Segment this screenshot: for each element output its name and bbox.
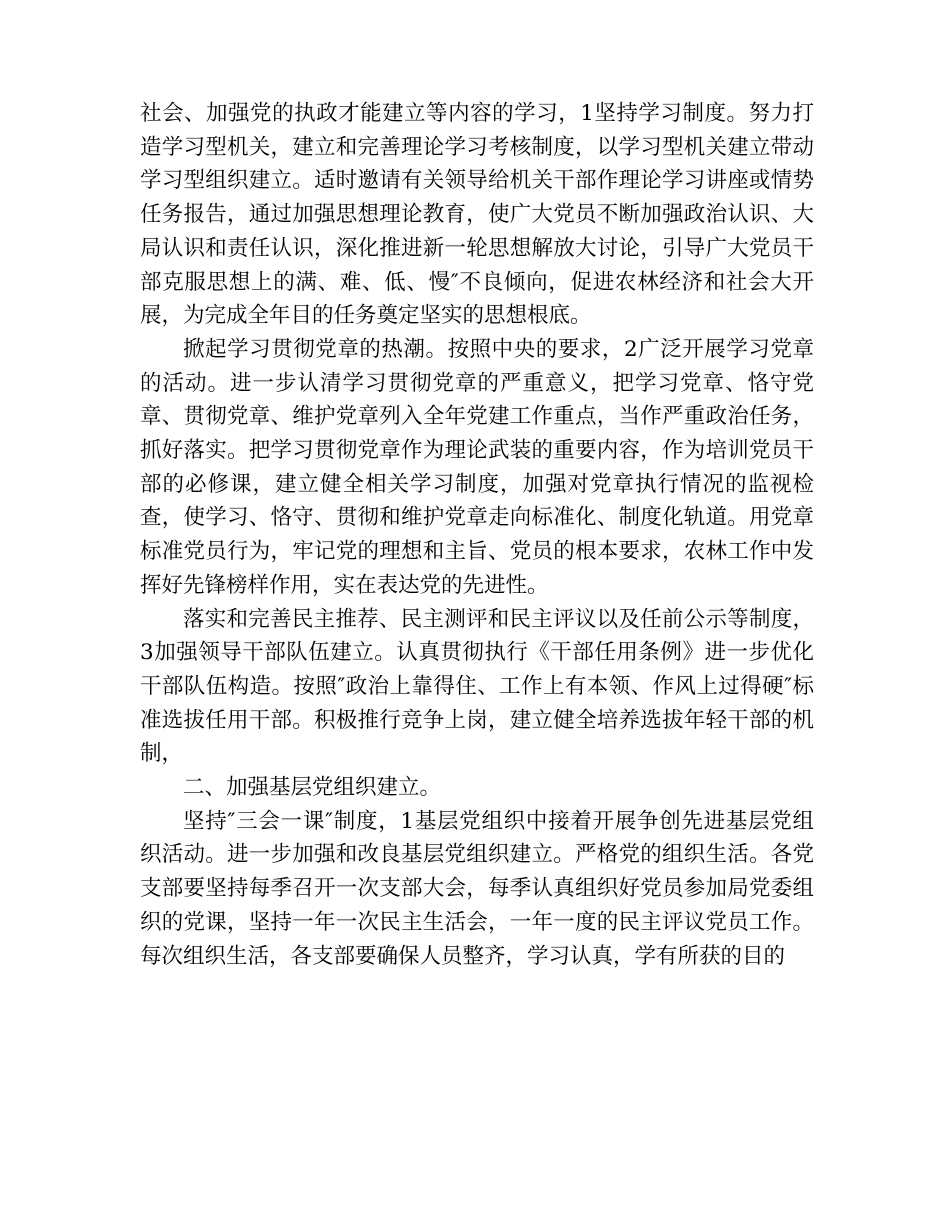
paragraph-party-constitution: 掀起学习贯彻党章的热潮。按照中央的要求，2广泛开展学习党章的活动。进一步认清学习贯彻党章的严重意义，把学习党章、恪守党章、贯彻党章、维护党章列入全年党建工作重点，当作严重政治任务，抓好落实。把学习贯彻党章作为理论武装的重要内容，作为培训党员干部的必修课，建立健全相关学习制度，加强对党章执行情况的监视检查，使学习、恪守、贯彻和维护党章走向标准化、制度化轨道。用党章标准党员行为，牢记党的理想和主旨、党员的根本要求，农林工作中发挥好先锋榜样作用，实在表达党的先进性。	[140, 336, 814, 598]
paragraph-study-system: 社会、加强党的执政才能建立等内容的学习，1坚持学习制度。努力打造学习型机关，建立和完善理论学习考核制度，以学习型机关建立带动学习型组织建立。适时邀请有关领导给机关干部作理论学习讲座或情势任务报告，通过加强思想理论教育，使广大党员不断加强政治认识、大局认识和责任认识，深化推进新一轮思想解放大讨论，引导广大党员干部克服思想上的满、难、低、慢″不良倾向，促进农林经济和社会大开展，为完成全年目的任务奠定坚实的思想根底。	[140, 101, 814, 329]
paragraph-cadre-team: 落实和完善民主推荐、民主测评和民主评议以及任前公示等制度，3加强领导干部队伍建立。认真贯彻执行《干部任用条例》进一步优化干部队伍构造。按照″政治上靠得住、工作上有本领、作风上过得硬″标准选拔任用干部。积极推行竞争上岗，建立健全培养选拔年轻干部的机制，	[140, 606, 814, 767]
section-heading-grassroots: 二、加强基层党组织建立。	[183, 775, 442, 801]
paragraph-grassroots-organization: 坚持″三会一课″制度，1基层党组织中接着开展争创先进基层党组织活动。进一步加强和改良基层党组织建立。严格党的组织生活。各党支部要坚持每季召开一次支部大会，每季认真组织好党员参加局党委组织的党课，坚持一年一次民主生活会，一年一度的民主评议党员工作。每次组织生活，各支部要确保人员整齐，学习认真，学有所获的目的	[140, 808, 814, 969]
document-body	[140, 97, 814, 973]
